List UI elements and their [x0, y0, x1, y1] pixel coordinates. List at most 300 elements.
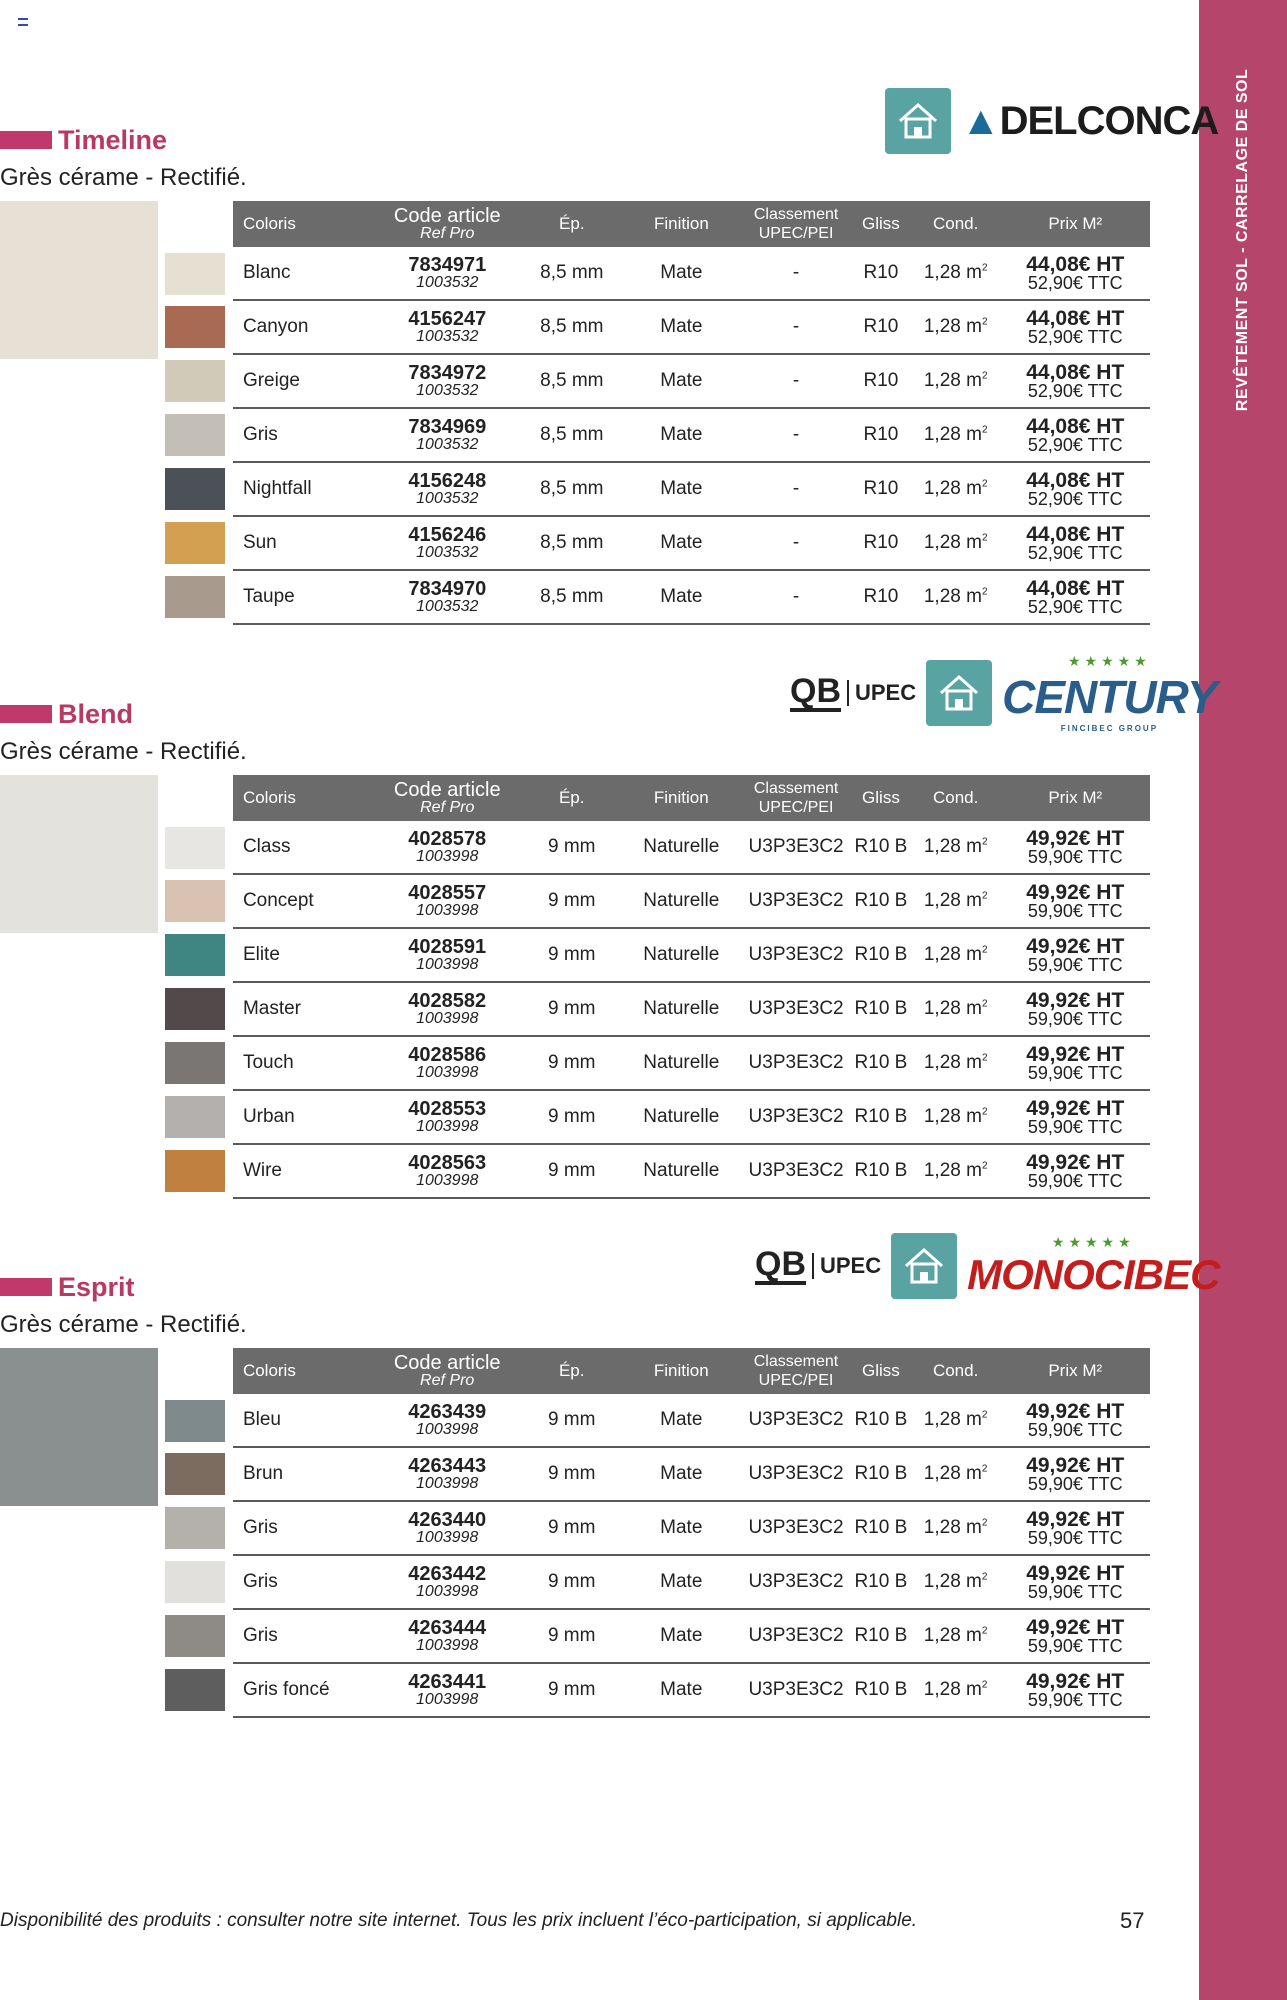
color-swatch [165, 1669, 225, 1711]
color-swatch [165, 253, 225, 295]
price-ht: 44,08€ HT [1026, 252, 1125, 276]
code-cell [373, 982, 522, 1036]
cond-cell: 1,28 $m^2$ [911, 1501, 1001, 1555]
ref-pro: 1003998 [416, 1064, 479, 1081]
classement: U3P3E3C2 [741, 1447, 851, 1501]
product-table [165, 775, 1150, 1199]
page-number: 57 [1120, 1908, 1145, 1933]
price-cell [1000, 1555, 1150, 1609]
price-ttc: 52,90€ TTC [1027, 326, 1123, 347]
table-row [165, 300, 1150, 354]
thickness: 8,5 mm [522, 570, 622, 624]
header-prix: Prix M² [1001, 201, 1150, 247]
code-article: 7834971 [408, 254, 487, 276]
brand-logo-delconca: ▲DELCONCA [961, 98, 1219, 143]
swatch-cell [165, 1663, 233, 1717]
cond-value: 1,28 m [923, 586, 982, 607]
section-subtitle: Grès cérame - Rectifié. [0, 738, 247, 765]
price-cell [1000, 1501, 1150, 1555]
finish: Naturelle [621, 821, 741, 874]
cond-cell: 1,28 $m^2$ [911, 1036, 1001, 1090]
ref-pro: 1003532 [416, 544, 479, 561]
swatch-cell [165, 1609, 233, 1663]
cond-cell: 1,28 $m^2$ [911, 300, 1001, 354]
classement: - [741, 462, 851, 516]
price-ht: 49,92€ HT [1026, 880, 1125, 904]
cond-cell: 1,28 $m^2$ [911, 928, 1001, 982]
ref-pro: 1003532 [416, 490, 479, 507]
classement: - [741, 516, 851, 570]
stars-icon: ★★★★★ [1051, 1233, 1135, 1250]
color-swatch [165, 934, 225, 976]
swatch-cell [165, 1394, 233, 1447]
price-ttc: 52,90€ TTC [1027, 488, 1123, 509]
gliss: R10 B [851, 1555, 911, 1609]
classement: U3P3E3C2 [741, 1394, 851, 1447]
code-cell [372, 1663, 522, 1717]
cond-value: 1,28 m [923, 836, 982, 857]
header-coloris: Coloris [233, 775, 373, 821]
color-swatch [165, 1561, 225, 1603]
code-article: 4263443 [408, 1455, 487, 1477]
header-prix: Prix M² [1001, 775, 1150, 821]
price-ht: 49,92€ HT [1026, 1399, 1125, 1423]
gliss: R10 [851, 408, 911, 462]
gliss: R10 B [851, 821, 911, 874]
gliss: R10 B [851, 1447, 911, 1501]
color-swatch [165, 306, 225, 348]
thickness: 8,5 mm [522, 462, 622, 516]
ref-pro: 1003998 [416, 956, 479, 973]
ref-pro: 1003998 [416, 1172, 479, 1189]
code-cell [372, 1394, 522, 1447]
price-ht: 44,08€ HT [1026, 360, 1125, 384]
code-cell [373, 1144, 522, 1198]
house-icon [891, 1233, 957, 1299]
header-classement [741, 1348, 851, 1394]
color-swatch [165, 988, 225, 1030]
sidebar-band [1199, 0, 1287, 2000]
coloris-name: Brun [233, 1447, 372, 1501]
coloris-name: Taupe [233, 570, 373, 624]
header-cond: Cond. [911, 1348, 1001, 1394]
product-table [165, 1348, 1150, 1718]
price-ht: 49,92€ HT [1026, 1669, 1125, 1693]
price-ttc: 59,90€ TTC [1027, 1116, 1123, 1137]
color-swatch [165, 1453, 225, 1495]
thickness: 9 mm [522, 1090, 622, 1144]
gliss: R10 B [851, 928, 911, 982]
price-cell [1000, 1663, 1150, 1717]
price-ht: 49,92€ HT [1026, 1615, 1125, 1639]
price-cell [1001, 570, 1150, 624]
ref-pro: 1003998 [416, 1637, 479, 1654]
cond-value: 1,28 m [923, 478, 982, 499]
price-ttc: 59,90€ TTC [1027, 1581, 1123, 1602]
cond-value: 1,28 m [923, 424, 982, 445]
classement: U3P3E3C2 [741, 928, 851, 982]
code-article: 7834972 [408, 362, 487, 384]
cond-value: 1,28 m [923, 1517, 982, 1538]
price-cell [1001, 1036, 1150, 1090]
stars-icon: ★★★★★ [1068, 653, 1151, 669]
price-ht: 49,92€ HT [1026, 1096, 1125, 1120]
coloris-name: Touch [233, 1036, 373, 1090]
thickness: 9 mm [522, 982, 622, 1036]
swatch-cell [165, 1555, 233, 1609]
menu-icon [18, 18, 28, 26]
footer-note: Disponibilité des produits : consulter notre site internet. Tous les prix incluent l’éco-participation, si applicable. [0, 1910, 918, 1931]
code-article: 4263439 [408, 1401, 487, 1423]
color-swatch [165, 468, 225, 510]
price-cell [1001, 408, 1150, 462]
code-article: 4028582 [408, 990, 487, 1012]
cond-cell: 1,28 $m^2$ [911, 516, 1001, 570]
code-cell [373, 928, 522, 982]
header-ref-pro: Ref Pro [420, 1372, 475, 1389]
header-cond: Cond. [911, 775, 1001, 821]
finish: Mate [621, 1609, 741, 1663]
tile-sample-image [0, 775, 158, 933]
color-swatch [165, 360, 225, 402]
house-icon [885, 88, 951, 154]
header-prix: Prix M² [1000, 1348, 1150, 1394]
finish: Mate [622, 570, 742, 624]
header-gliss: Gliss [851, 1348, 911, 1394]
finish: Mate [622, 247, 742, 300]
code-article: 4263444 [408, 1617, 487, 1639]
header-spacer [165, 201, 233, 247]
price-cell [1001, 821, 1150, 874]
header-code-article [373, 201, 523, 247]
table-row [165, 1447, 1150, 1501]
price-cell [1000, 1394, 1150, 1447]
header-spacer [165, 775, 233, 821]
coloris-name: Urban [233, 1090, 373, 1144]
finish: Naturelle [621, 1090, 741, 1144]
table-header-row [165, 201, 1150, 247]
table-row [165, 821, 1150, 874]
swatch-cell [165, 1036, 233, 1090]
header-code-article [373, 775, 522, 821]
thickness: 9 mm [522, 1501, 622, 1555]
gliss: R10 [851, 354, 911, 408]
table-header-row [165, 1348, 1150, 1394]
thickness: 8,5 mm [522, 354, 622, 408]
coloris-name: Greige [233, 354, 373, 408]
code-cell [372, 1555, 522, 1609]
thickness: 9 mm [522, 1555, 622, 1609]
code-article: 4156246 [408, 524, 487, 546]
coloris-name: Wire [233, 1144, 373, 1198]
cond-cell: 1,28 $m^2$ [911, 354, 1001, 408]
thickness: 8,5 mm [522, 408, 622, 462]
table-header-row [165, 775, 1150, 821]
finish: Mate [621, 1501, 741, 1555]
classement: - [741, 247, 851, 300]
price-cell [1001, 300, 1150, 354]
gliss: R10 [851, 516, 911, 570]
header-classement-line1: Classement [753, 780, 839, 797]
ref-pro: 1003998 [416, 1583, 479, 1600]
color-swatch [165, 522, 225, 564]
code-cell [373, 1090, 522, 1144]
coloris-name: Gris [233, 1555, 372, 1609]
gliss: R10 B [851, 1036, 911, 1090]
section-title-text: Esprit [58, 1271, 135, 1302]
thickness: 9 mm [522, 928, 622, 982]
ref-pro: 1003998 [416, 1691, 479, 1708]
ref-pro: 1003998 [416, 1529, 479, 1546]
header-finition: Finition [622, 201, 742, 247]
thickness: 9 mm [522, 1609, 622, 1663]
thickness: 9 mm [522, 1394, 622, 1447]
price-ht: 49,92€ HT [1026, 934, 1125, 958]
classement: U3P3E3C2 [741, 982, 851, 1036]
coloris-name: Sun [233, 516, 373, 570]
cond-cell: 1,28 $m^2$ [911, 1609, 1001, 1663]
section-subtitle: Grès cérame - Rectifié. [0, 1311, 247, 1338]
section-esprit [0, 1233, 1220, 1773]
header-ref-pro: Ref Pro [420, 225, 475, 242]
cond-value: 1,28 m [923, 890, 982, 911]
gliss: R10 [851, 462, 911, 516]
thickness: 9 mm [522, 874, 622, 928]
code-cell [373, 570, 523, 624]
code-cell [373, 821, 522, 874]
price-ht: 49,92€ HT [1026, 1453, 1125, 1477]
finish: Mate [622, 354, 742, 408]
price-ttc: 59,90€ TTC [1027, 954, 1123, 975]
price-ht: 44,08€ HT [1026, 576, 1125, 600]
swatch-cell [165, 821, 233, 874]
coloris-name: Gris foncé [233, 1663, 372, 1717]
swatch-cell [165, 1501, 233, 1555]
header-finition: Finition [621, 1348, 741, 1394]
code-article: 4263441 [408, 1671, 487, 1693]
price-cell [1000, 1447, 1150, 1501]
price-ht: 49,92€ HT [1026, 1042, 1125, 1066]
price-ht: 49,92€ HT [1026, 1150, 1125, 1174]
cond-cell: 1,28 $m^2$ [911, 247, 1001, 300]
section-timeline [0, 98, 1219, 626]
price-ttc: 59,90€ TTC [1027, 1473, 1123, 1494]
brand-logos [755, 1233, 1219, 1299]
header-classement-line2: UPEC/PEI [758, 799, 834, 816]
coloris-name: Gris [233, 1501, 372, 1555]
cond-value: 1,28 m [923, 316, 982, 337]
table-row [165, 1394, 1150, 1447]
header-code-main: Code article [393, 1352, 501, 1374]
price-ht: 44,08€ HT [1026, 522, 1125, 546]
price-cell [1001, 354, 1150, 408]
classement: - [741, 354, 851, 408]
cond-cell: 1,28 $m^2$ [911, 1144, 1001, 1198]
classement: - [741, 300, 851, 354]
finish: Mate [621, 1447, 741, 1501]
code-article: 4028578 [408, 828, 487, 850]
header-classement-line1: Classement [753, 206, 839, 223]
code-cell [373, 354, 523, 408]
classement: U3P3E3C2 [741, 821, 851, 874]
thickness: 9 mm [522, 821, 622, 874]
section-title-text: Timeline [58, 124, 168, 155]
code-cell [373, 462, 523, 516]
cond-value: 1,28 m [923, 1679, 982, 1700]
price-cell [1001, 874, 1150, 928]
classement: - [741, 570, 851, 624]
classement: U3P3E3C2 [741, 1501, 851, 1555]
gliss: R10 [851, 247, 911, 300]
thickness: 9 mm [522, 1447, 622, 1501]
header-coloris: Coloris [233, 1348, 372, 1394]
cond-value: 1,28 m [923, 532, 982, 553]
classement: U3P3E3C2 [741, 1663, 851, 1717]
color-swatch [165, 880, 225, 922]
header-classement-line1: Classement [753, 1353, 839, 1370]
sidebar-label: REVÊTEMENT SOL - CARRELAGE DE SOL [1234, 68, 1251, 412]
thickness: 9 mm [522, 1144, 622, 1198]
house-icon [926, 660, 992, 726]
section-subtitle: Grès cérame - Rectifié. [0, 164, 247, 191]
cond-value: 1,28 m [923, 998, 982, 1019]
price-ttc: 59,90€ TTC [1027, 1062, 1123, 1083]
swatch-cell [165, 300, 233, 354]
code-cell [373, 408, 523, 462]
price-cell [1001, 247, 1150, 300]
section-title [0, 1273, 135, 1301]
price-ht: 44,08€ HT [1026, 468, 1125, 492]
swatch-cell [165, 570, 233, 624]
price-ttc: 59,90€ TTC [1027, 1689, 1123, 1710]
tile-sample-image [0, 201, 158, 359]
cond-value: 1,28 m [923, 262, 982, 283]
header-classement [741, 775, 851, 821]
price-ht: 49,92€ HT [1026, 1561, 1125, 1585]
price-ttc: 59,90€ TTC [1027, 846, 1123, 867]
code-article: 7834970 [408, 578, 487, 600]
price-ttc: 59,90€ TTC [1027, 1008, 1123, 1029]
code-article: 4263440 [408, 1509, 487, 1531]
price-ht: 49,92€ HT [1026, 988, 1125, 1012]
section-title [0, 126, 167, 154]
price-ttc: 52,90€ TTC [1027, 596, 1123, 617]
color-swatch [165, 1400, 225, 1442]
table-row [165, 982, 1150, 1036]
swatch-cell [165, 462, 233, 516]
cond-value: 1,28 m [923, 1625, 982, 1646]
header-ep: Ép. [522, 775, 622, 821]
table-row [165, 1036, 1150, 1090]
ref-pro: 1003532 [416, 328, 479, 345]
coloris-name: Blanc [233, 247, 373, 300]
gliss: R10 B [851, 1663, 911, 1717]
thickness: 8,5 mm [522, 247, 622, 300]
cond-value: 1,28 m [923, 1409, 982, 1430]
classement: - [741, 408, 851, 462]
table-row [165, 516, 1150, 570]
classement: U3P3E3C2 [741, 1036, 851, 1090]
coloris-name: Class [233, 821, 373, 874]
color-swatch [165, 827, 225, 869]
finish: Mate [622, 516, 742, 570]
classement: U3P3E3C2 [741, 874, 851, 928]
cond-cell: 1,28 $m^2$ [911, 1394, 1001, 1447]
price-cell [1001, 982, 1150, 1036]
price-ttc: 59,90€ TTC [1027, 1419, 1123, 1440]
header-classement-line2: UPEC/PEI [758, 1372, 834, 1389]
table-row [165, 408, 1150, 462]
classement: U3P3E3C2 [741, 1090, 851, 1144]
header-gliss: Gliss [851, 775, 911, 821]
gliss: R10 B [851, 1501, 911, 1555]
header-gliss: Gliss [851, 201, 911, 247]
color-swatch [165, 1507, 225, 1549]
coloris-name: Gris [233, 408, 373, 462]
price-ht: 44,08€ HT [1026, 414, 1125, 438]
color-swatch [165, 576, 225, 618]
table-row [165, 354, 1150, 408]
code-article: 4028586 [408, 1044, 487, 1066]
cond-cell: 1,28 $m^2$ [911, 462, 1001, 516]
coloris-name: Canyon [233, 300, 373, 354]
header-coloris: Coloris [233, 201, 373, 247]
cond-cell: 1,28 $m^2$ [911, 982, 1001, 1036]
swatch-cell [165, 516, 233, 570]
swatch-cell [165, 354, 233, 408]
table-row [165, 874, 1150, 928]
table-row [165, 1609, 1150, 1663]
table-row [165, 1501, 1150, 1555]
ref-pro: 1003532 [416, 598, 479, 615]
brand-logo-monocibec: ★★★★★ MONOCIBEC [967, 1233, 1220, 1298]
price-ttc: 59,90€ TTC [1027, 1170, 1123, 1191]
swatch-cell [165, 1144, 233, 1198]
code-cell [372, 1501, 522, 1555]
price-ttc: 59,90€ TTC [1027, 1527, 1123, 1548]
gliss: R10 B [851, 1144, 911, 1198]
header-code-article [372, 1348, 522, 1394]
header-code-main: Code article [393, 205, 501, 227]
coloris-name: Gris [233, 1609, 372, 1663]
price-cell [1000, 1609, 1150, 1663]
swatch-cell [165, 982, 233, 1036]
finish: Mate [622, 462, 742, 516]
header-spacer [165, 1348, 233, 1394]
finish: Mate [621, 1555, 741, 1609]
classement: U3P3E3C2 [741, 1555, 851, 1609]
cond-cell: 1,28 $m^2$ [911, 570, 1001, 624]
code-cell [373, 874, 522, 928]
price-cell [1001, 928, 1150, 982]
finish: Naturelle [621, 982, 741, 1036]
code-cell [373, 300, 523, 354]
finish: Mate [622, 408, 742, 462]
price-cell [1001, 462, 1150, 516]
section-blend [0, 653, 1217, 1200]
code-article: 7834969 [408, 416, 487, 438]
gliss: R10 B [851, 1090, 911, 1144]
price-ttc: 52,90€ TTC [1027, 380, 1123, 401]
cond-cell: 1,28 $m^2$ [911, 821, 1001, 874]
price-ht: 44,08€ HT [1026, 306, 1125, 330]
code-article: 4156247 [408, 308, 487, 330]
gliss: R10 [851, 570, 911, 624]
color-swatch [165, 414, 225, 456]
ref-pro: 1003532 [416, 436, 479, 453]
ref-pro: 1003998 [416, 1010, 479, 1027]
coloris-name: Elite [233, 928, 373, 982]
